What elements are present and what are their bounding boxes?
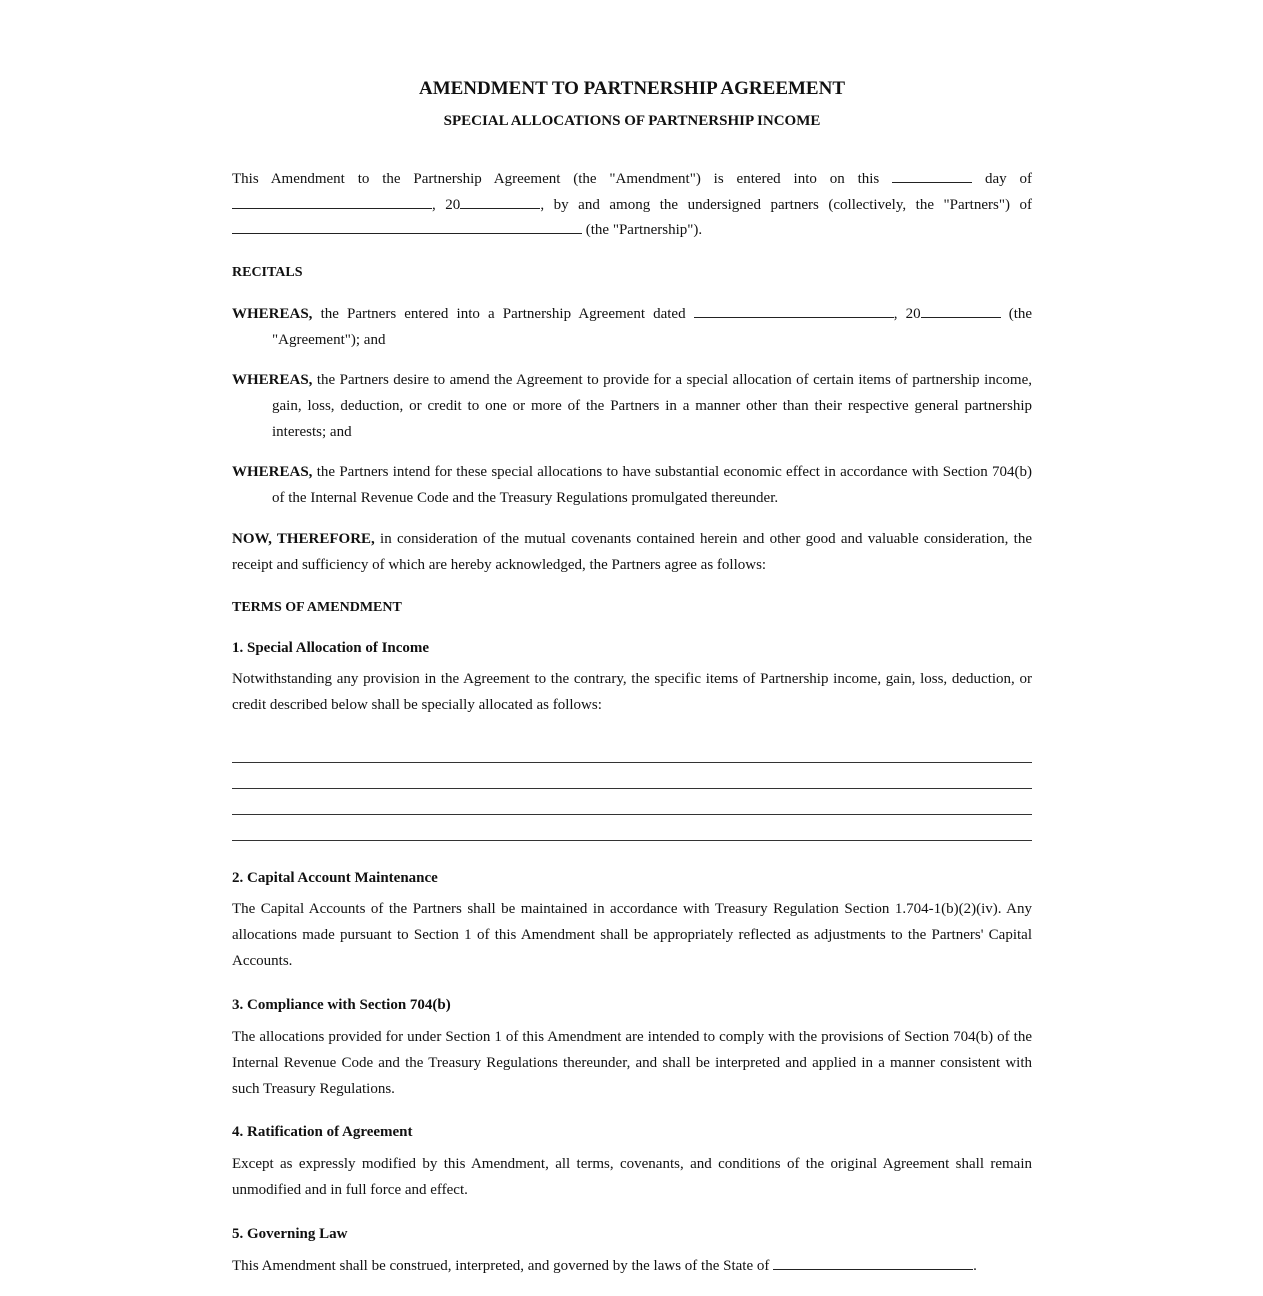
terms-heading: TERMS OF AMENDMENT — [232, 600, 402, 615]
state-blank[interactable] — [773, 1255, 973, 1270]
section-5-text: This Amendment shall be construed, interpreted, and governed by the laws of the State of — [232, 1258, 770, 1274]
now-therefore — [232, 526, 1032, 578]
whereas-2-lead: WHEREAS, — [232, 372, 313, 388]
whereas-1-text: the Partners entered into a Partnership Agreement dated — [320, 306, 686, 322]
recitals-heading: RECITALS — [232, 265, 303, 280]
intro-line-2 — [232, 192, 1032, 218]
whereas-3 — [232, 459, 1032, 511]
section-5-line — [232, 1253, 1032, 1279]
partnership-name-blank[interactable] — [232, 219, 582, 234]
document-title: AMENDMENT TO PARTNERSHIP AGREEMENT — [418, 78, 845, 99]
intro-partners-text: , by and among the undersigned partners (collectively, the "Partners") of — [540, 197, 1033, 213]
whereas-3-lead: WHEREAS, — [232, 464, 313, 480]
whereas-1-lead: WHEREAS, — [232, 306, 313, 322]
intro-text: This Amendment to the Partnership Agreement (the "Amendment") is entered into on this — [232, 171, 880, 187]
whereas-1-line-1 — [232, 301, 1032, 327]
section-5-heading: 5. Governing Law — [232, 1226, 348, 1242]
whereas-2-text: the Partners desire to amend the Agreement to provide for a special allocation of certain items of partnership income, gain, loss, deduction, or credit to one or more of the Partners in a manner other than their respective general partnership interests; and — [272, 372, 1033, 440]
intro-day-of: day of — [984, 171, 1032, 187]
intro-line-3 — [232, 217, 1032, 243]
allocation-line-3[interactable] — [232, 814, 1032, 815]
section-1-text: Notwithstanding any provision in the Agreement to the contrary, the specific items of Partnership income, gain, loss, deduction, or credit described below shall be specially allocated as follows: — [232, 671, 1032, 713]
intro-partnership-text: (the "Partnership"). — [585, 222, 703, 238]
whereas-1-year-prefix: , 20 — [893, 306, 921, 322]
whereas-1-line-2: "Agreement"); and — [272, 332, 386, 348]
section-3-heading: 3. Compliance with Section 704(b) — [232, 997, 451, 1013]
section-1-heading: 1. Special Allocation of Income — [232, 640, 430, 656]
section-3-text: The allocations provided for under Section 1 of this Amendment are intended to comply with the provisions of Section 704(b) of the Internal Revenue Code and the Treasury Regulations thereunder, and shall be interpreted and applied in a manner consistent with such Treasury Regulations. — [232, 1029, 1032, 1097]
section-4-text: Except as expressly modified by this Amendment, all terms, covenants, and conditions of the original Agreement shall remain unmodified and in full force and effect. — [232, 1156, 1032, 1198]
now-therefore-lead: NOW, THEREFORE, — [232, 531, 375, 547]
intro-line-1 — [232, 166, 1032, 192]
section-2-heading: 2. Capital Account Maintenance — [232, 870, 438, 886]
section-5-period: . — [973, 1258, 977, 1274]
agreement-year-blank[interactable] — [921, 303, 1001, 318]
allocation-line-1[interactable] — [232, 762, 1032, 763]
allocation-line-4[interactable] — [232, 840, 1032, 841]
whereas-1-the: (the — [1008, 306, 1033, 322]
section-4-heading: 4. Ratification of Agreement — [232, 1124, 413, 1140]
now-therefore-text: in consideration of the mutual covenants contained herein and other good and valuable consideration, the receipt and sufficiency of which are hereby acknowledged, the Partners agree as follows: — [232, 531, 1032, 573]
month-blank[interactable] — [232, 194, 432, 209]
intro-year-prefix: , 20 — [432, 197, 461, 213]
whereas-2 — [232, 367, 1032, 445]
allocation-line-2[interactable] — [232, 788, 1032, 789]
document-subtitle: SPECIAL ALLOCATIONS OF PARTNERSHIP INCOME — [443, 113, 821, 129]
agreement-date-blank[interactable] — [694, 303, 894, 318]
year-blank[interactable] — [460, 194, 540, 209]
day-blank[interactable] — [892, 168, 972, 183]
section-2-text: The Capital Accounts of the Partners shall be maintained in accordance with Treasury Regulation Section 1.704-1(b)(2)(iv). Any allocations made pursuant to Section 1 of this Amendment shall be appropriately reflected as adjustments to the Partners' Capital Accounts. — [232, 901, 1032, 969]
whereas-3-text: the Partners intend for these special allocations to have substantial economic effect in accordance with Section 704(b) of the Internal Revenue Code and the Treasury Regulations promulgated thereunder. — [272, 464, 1033, 506]
